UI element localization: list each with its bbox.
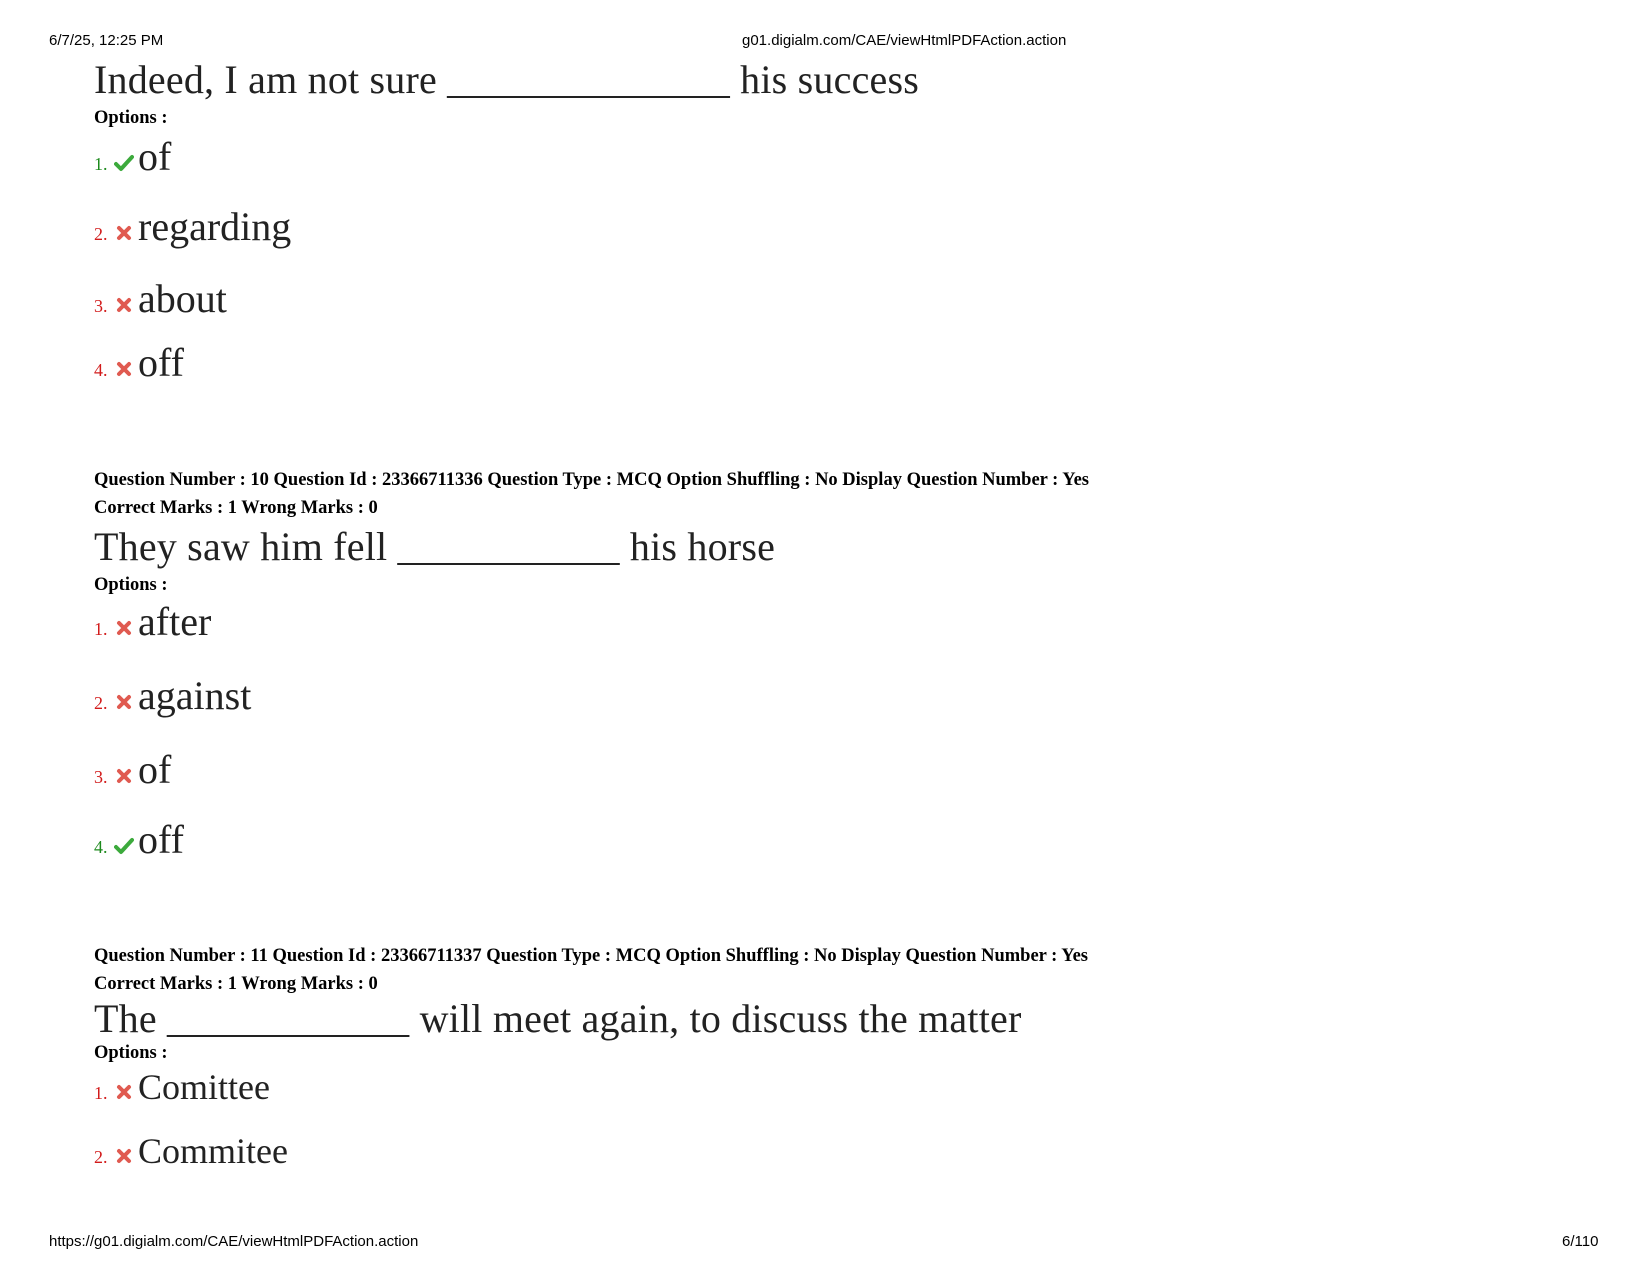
option-number: 3.: [94, 767, 108, 787]
print-datetime: 6/7/25, 12:25 PM: [49, 32, 164, 49]
cross-icon: [114, 1147, 134, 1165]
option-item: [94, 1066, 1594, 1126]
cross-icon: [114, 693, 134, 711]
option-number: 2.: [94, 224, 108, 244]
options-label: Options :: [94, 1043, 168, 1063]
option-number: 1.: [94, 154, 108, 174]
option-item: [94, 339, 1594, 401]
cross-icon: [114, 224, 134, 242]
option-number: 4.: [94, 360, 108, 380]
check-icon: [114, 837, 134, 855]
option-text: Commitee: [138, 1131, 288, 1171]
option-number: 1.: [94, 619, 108, 639]
option-number: 2.: [94, 693, 108, 713]
cross-icon: [114, 296, 134, 314]
question-9: [94, 55, 1594, 401]
question-marks: Correct Marks : 1 Wrong Marks : 0: [94, 974, 378, 994]
option-item: [94, 1130, 1594, 1190]
question-text: The ____________ will meet again, to discuss the matter: [94, 996, 1022, 1041]
cross-icon: [114, 360, 134, 378]
option-number: 1.: [94, 1083, 108, 1103]
option-number: 4.: [94, 837, 108, 857]
options-label: Options :: [94, 575, 168, 595]
question-paper-content: [94, 55, 1594, 1190]
page-number: 6/110: [1562, 1233, 1599, 1250]
option-text: regarding: [138, 204, 292, 249]
question-marks: Correct Marks : 1 Wrong Marks : 0: [94, 498, 378, 518]
print-footer-url: https://g01.digialm.com/CAE/viewHtmlPDFAction.action: [49, 1233, 419, 1250]
question-text: Indeed, I am not sure ______________ his success: [94, 57, 920, 102]
option-number: 2.: [94, 1147, 108, 1167]
question-10: [94, 466, 1594, 876]
option-text: of: [138, 134, 172, 179]
cross-icon: [114, 1083, 134, 1101]
print-header-url: g01.digialm.com/CAE/viewHtmlPDFAction.action: [742, 32, 1067, 49]
option-item: [94, 275, 1594, 339]
question-meta: Question Number : 11 Question Id : 23366711337 Question Type : MCQ Option Shuffling : No Display Question Number : Yes: [94, 946, 1088, 966]
options-label: Options :: [94, 108, 168, 128]
option-item: [94, 133, 1594, 188]
option-item: [94, 746, 1594, 816]
option-text: about: [138, 276, 227, 321]
question-text: They saw him fell ___________ his horse: [94, 524, 776, 569]
question-11: [94, 942, 1594, 1190]
option-number: 3.: [94, 296, 108, 316]
option-text: against: [138, 673, 252, 718]
option-text: Comittee: [138, 1067, 270, 1107]
option-text: after: [138, 599, 212, 644]
option-item: [94, 672, 1594, 746]
check-icon: [114, 154, 134, 172]
cross-icon: [114, 767, 134, 785]
option-item: [94, 598, 1594, 660]
option-item: [94, 203, 1594, 275]
option-text: of: [138, 747, 172, 792]
option-text: off: [138, 340, 184, 385]
option-text: off: [138, 817, 184, 862]
option-item: [94, 816, 1594, 876]
cross-icon: [114, 619, 134, 637]
question-meta: Question Number : 10 Question Id : 23366711336 Question Type : MCQ Option Shuffling : No Display Question Number : Yes: [94, 470, 1089, 490]
